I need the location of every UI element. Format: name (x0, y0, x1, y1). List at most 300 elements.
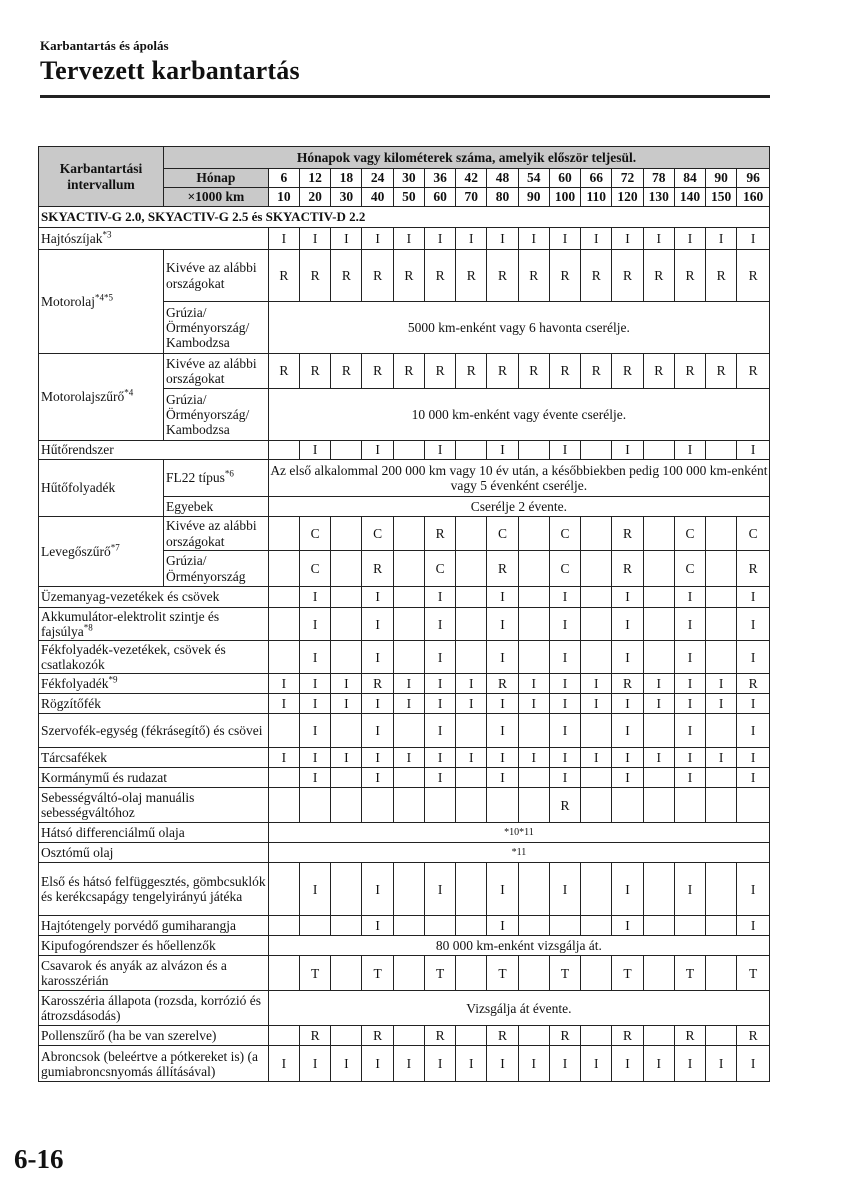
interval-cell-text: I (375, 750, 380, 766)
interval-cell-text: I (718, 750, 724, 766)
interval-cell-text: I (687, 442, 693, 458)
table-row (39, 441, 770, 460)
month-value (549, 169, 580, 188)
interval-cell-text: I (281, 696, 287, 712)
km-label-text: ×1000 km (187, 189, 245, 205)
interval-cell-text: C (435, 560, 445, 576)
interval-cell (674, 748, 705, 768)
interval-cell-text: I (500, 918, 505, 934)
interval-cell (674, 916, 705, 936)
item-label-text: Tárcsafékek (41, 750, 107, 766)
interval-cell (487, 694, 518, 714)
table-row (39, 714, 770, 748)
interval-cell (737, 768, 770, 788)
interval-cell-text: I (375, 881, 380, 897)
interval-cell (331, 916, 362, 936)
interval-cell-text: R (373, 560, 383, 576)
item-sublabel (163, 517, 268, 551)
month-value (268, 169, 299, 188)
item-label-text: Kormánymű és rudazat (41, 770, 167, 786)
interval-cell (581, 551, 612, 587)
interval-cell (424, 1026, 455, 1046)
interval-cell (331, 956, 362, 991)
interval-cell (581, 641, 612, 674)
interval-cell (706, 674, 737, 694)
interval-cell (456, 250, 487, 302)
item-label (39, 228, 269, 250)
interval-cell (362, 956, 393, 991)
interval-cell-text: I (312, 696, 318, 712)
interval-cell (362, 694, 393, 714)
interval-cell-text: I (281, 230, 287, 246)
month-value (362, 169, 393, 188)
interval-cell-text: I (281, 1056, 287, 1072)
interval-cell (268, 228, 299, 250)
table-row (39, 228, 770, 250)
interval-cell (706, 354, 737, 389)
interval-cell (643, 768, 674, 788)
interval-header-text: Karbantartási intervallum (59, 161, 143, 192)
interval-cell (737, 228, 770, 250)
interval-cell (487, 714, 518, 748)
interval-cell-text: I (437, 723, 443, 739)
interval-cell (456, 916, 487, 936)
interval-cell (456, 587, 487, 608)
km-value-text: 160 (743, 189, 764, 205)
interval-cell (300, 517, 331, 551)
interval-cell (487, 748, 518, 768)
interval-cell (549, 694, 580, 714)
item-sublabel-text: Grúzia/ Örményország/ Kambodzsa (165, 391, 250, 438)
item-label-text: Csavarok és anyák az alvázon és a karosszérián (41, 958, 227, 989)
interval-cell-text: R (529, 267, 539, 283)
interval-cell (300, 228, 331, 250)
interval-cell (737, 441, 770, 460)
interval-cell (674, 674, 705, 694)
interval-cell (737, 608, 770, 641)
interval-cell-text: I (562, 881, 568, 897)
interval-cell-text: I (312, 676, 318, 692)
item-label (39, 863, 269, 916)
km-value-text: 30 (339, 189, 354, 205)
item-label (39, 768, 269, 788)
interval-cell-text: I (750, 770, 756, 786)
month-value-text: 66 (589, 170, 603, 186)
interval-cell-text: I (750, 649, 756, 665)
interval-cell-text: I (562, 442, 568, 458)
interval-cell (643, 441, 674, 460)
interval-cell (737, 694, 770, 714)
interval-cell (643, 748, 674, 768)
item-label (39, 694, 269, 714)
interval-cell (518, 228, 549, 250)
interval-cell-text: I (562, 770, 568, 786)
interval-cell (518, 1046, 549, 1082)
interval-cell (456, 956, 487, 991)
interval-cell (393, 1026, 424, 1046)
interval-cell (518, 694, 549, 714)
interval-cell (393, 228, 424, 250)
item-label-text: Sebességváltó-olaj manuális sebességváltóhoz (41, 790, 195, 821)
interval-cell-text: I (562, 696, 568, 712)
interval-cell (300, 694, 331, 714)
item-label-text: Osztómű olaj (41, 845, 114, 861)
interval-cell (706, 916, 737, 936)
interval-cell (706, 228, 737, 250)
interval-cell (424, 788, 455, 823)
interval-cell (487, 608, 518, 641)
interval-cell (643, 916, 674, 936)
km-value (643, 188, 674, 207)
interval-cell-text: I (375, 589, 380, 605)
table-row (39, 608, 770, 641)
item-label-text: Motorolaj (41, 293, 95, 309)
interval-cell (581, 608, 612, 641)
km-value-text: 20 (308, 189, 322, 205)
interval-cell (706, 714, 737, 748)
interval-cell-text: I (281, 676, 287, 692)
engine-section-row (39, 207, 770, 228)
item-label (39, 608, 269, 641)
item-label (39, 843, 269, 863)
interval-cell (331, 587, 362, 608)
interval-cell (362, 1026, 393, 1046)
interval-cell-text: I (500, 696, 505, 712)
item-label (39, 714, 269, 748)
interval-cell-text: I (437, 676, 443, 692)
interval-cell-text: C (498, 525, 508, 541)
interval-cell (674, 768, 705, 788)
interval-cell-text: R (404, 267, 414, 283)
interval-cell (643, 587, 674, 608)
interval-cell-text: I (312, 589, 318, 605)
item-label-text: Karosszéria állapota (rozsda, korrózió és átrozsdásodás) (41, 993, 262, 1024)
item-label (39, 674, 269, 694)
km-value (549, 188, 580, 207)
interval-cell (643, 863, 674, 916)
interval-cell (487, 788, 518, 823)
interval-cell (643, 641, 674, 674)
interval-cell (487, 354, 518, 389)
interval-cell (268, 641, 299, 674)
interval-cell (300, 788, 331, 823)
interval-cell (393, 250, 424, 302)
interval-cell (706, 1026, 737, 1046)
interval-cell (518, 608, 549, 641)
interval-cell-text: R (622, 1028, 632, 1044)
page-title: Tervezett karbantartás (40, 56, 300, 85)
interval-cell-text: R (716, 267, 726, 283)
interval-cell-text: R (622, 267, 632, 283)
interval-text-text: Az első alkalommal 200 000 km vagy 10 év után, a későbbiekben pedig 100 000 km-enként vagy 5 évenként cserélje. (270, 462, 768, 493)
interval-cell (331, 788, 362, 823)
interval-cell-text: I (750, 881, 756, 897)
interval-cell-text: I (562, 230, 568, 246)
month-value (331, 169, 362, 188)
interval-cell (643, 517, 674, 551)
interval-cell (456, 1046, 487, 1082)
interval-cell-text: R (685, 363, 695, 379)
interval-cell (393, 608, 424, 641)
interval-cell (424, 694, 455, 714)
interval-cell-text: I (718, 230, 724, 246)
interval-cell-text: I (500, 723, 505, 739)
interval-cell (362, 641, 393, 674)
interval-cell-text: T (749, 965, 758, 981)
interval-cell-text: C (560, 525, 570, 541)
month-value-text: 84 (683, 170, 697, 186)
interval-cell (331, 768, 362, 788)
item-label-text: Hátsó differenciálmű olaja (41, 825, 185, 841)
interval-cell (487, 441, 518, 460)
interval-cell (268, 748, 299, 768)
interval-header (39, 147, 164, 207)
month-value-text: 12 (308, 170, 322, 186)
table-row (39, 694, 770, 714)
km-value (331, 188, 362, 207)
interval-cell-text: I (718, 676, 724, 692)
item-label (39, 916, 269, 936)
header-row (39, 147, 770, 169)
km-value-text: 150 (711, 189, 732, 205)
interval-cell (549, 1026, 580, 1046)
interval-cell (424, 354, 455, 389)
interval-cell (362, 228, 393, 250)
interval-cell (643, 674, 674, 694)
interval-cell (612, 441, 643, 460)
interval-cell (456, 517, 487, 551)
interval-cell-text: R (685, 1028, 695, 1044)
footnote-ref: *9 (108, 674, 118, 685)
interval-cell-text: T (311, 965, 320, 981)
interval-cell (268, 788, 299, 823)
interval-cell (268, 694, 299, 714)
interval-cell (737, 250, 770, 302)
table-row (39, 587, 770, 608)
item-sublabel-text: FL22 típus (165, 470, 225, 486)
item-label (39, 788, 269, 823)
interval-cell-text: I (500, 230, 505, 246)
month-value-text: 36 (433, 170, 447, 186)
interval-cell (300, 354, 331, 389)
item-label (39, 956, 269, 991)
interval-cell-text: I (750, 616, 756, 632)
interval-text (268, 497, 769, 517)
interval-cell (424, 956, 455, 991)
interval-cell (268, 956, 299, 991)
item-label-text: Hűtőrendszer (41, 442, 114, 458)
interval-cell (674, 551, 705, 587)
interval-cell-text: R (435, 525, 445, 541)
item-label-text: Hajtótengely porvédő gumiharangja (41, 918, 236, 934)
month-value-text: 18 (339, 170, 354, 186)
interval-cell (643, 551, 674, 587)
interval-cell (518, 916, 549, 936)
item-label-text: Üzemanyag-vezetékek és csövek (41, 589, 220, 605)
month-value (518, 169, 549, 188)
month-value (674, 169, 705, 188)
interval-cell (362, 250, 393, 302)
interval-cell (674, 641, 705, 674)
interval-cell (549, 1046, 580, 1082)
interval-cell (643, 1026, 674, 1046)
interval-cell (706, 694, 737, 714)
interval-cell (612, 748, 643, 768)
interval-cell (300, 916, 331, 936)
km-value (424, 188, 455, 207)
interval-cell (424, 551, 455, 587)
interval-cell (518, 1026, 549, 1046)
item-sublabel (163, 302, 268, 354)
table-row (39, 936, 770, 956)
interval-cell-text: R (310, 1028, 320, 1044)
interval-cell (362, 551, 393, 587)
interval-cell (331, 354, 362, 389)
month-value-text: 96 (746, 170, 760, 186)
interval-cell (737, 956, 770, 991)
interval-text (268, 936, 769, 956)
interval-cell-text: R (498, 1028, 508, 1044)
interval-cell (331, 1026, 362, 1046)
interval-cell (424, 674, 455, 694)
interval-cell (706, 956, 737, 991)
interval-cell-text: C (748, 525, 758, 541)
interval-cell (737, 551, 770, 587)
interval-cell-text: R (373, 1028, 383, 1044)
interval-cell-text: I (500, 881, 505, 897)
footnote-ref: *6 (224, 468, 234, 479)
interval-cell-text: R (748, 363, 758, 379)
interval-cell (612, 694, 643, 714)
month-value-text: 90 (714, 170, 728, 186)
interval-cell-text: R (622, 676, 632, 692)
interval-cell-text: I (562, 589, 568, 605)
interval-cell (362, 714, 393, 748)
interval-cell-text: I (312, 881, 318, 897)
interval-cell-text: T (373, 965, 382, 981)
interval-cell (268, 608, 299, 641)
interval-cell (612, 768, 643, 788)
interval-cell-text: R (341, 267, 351, 283)
interval-cell (424, 863, 455, 916)
month-value (300, 169, 331, 188)
month-value (737, 169, 770, 188)
interval-cell (487, 1046, 518, 1082)
interval-cell (706, 441, 737, 460)
month-value (643, 169, 674, 188)
interval-cell (424, 748, 455, 768)
month-value-text: 60 (558, 170, 572, 186)
interval-cell (737, 916, 770, 936)
interval-cell (300, 748, 331, 768)
interval-cell (581, 1026, 612, 1046)
table-row (39, 956, 770, 991)
item-sublabel-text: Kivéve az alábbi országokat (165, 260, 257, 291)
interval-cell (268, 441, 299, 460)
interval-cell (674, 863, 705, 916)
interval-cell (612, 788, 643, 823)
interval-cell (643, 354, 674, 389)
item-label (39, 748, 269, 768)
interval-cell-text: I (312, 649, 318, 665)
interval-cell-text: I (469, 676, 474, 692)
item-label (39, 354, 164, 441)
interval-cell-text: I (593, 1056, 599, 1072)
interval-cell (518, 956, 549, 991)
interval-cell-text: I (625, 696, 630, 712)
interval-cell (456, 228, 487, 250)
interval-cell-text: R (654, 363, 664, 379)
interval-cell-text: I (656, 676, 661, 692)
interval-cell-text: I (687, 770, 693, 786)
interval-cell (612, 674, 643, 694)
interval-cell-text: I (344, 676, 349, 692)
interval-cell (331, 250, 362, 302)
interval-cell-text: I (375, 616, 380, 632)
item-label (39, 641, 269, 674)
interval-cell (393, 441, 424, 460)
interval-cell (674, 250, 705, 302)
interval-cell-text: I (531, 1056, 537, 1072)
interval-cell (456, 863, 487, 916)
interval-cell-text: I (344, 750, 349, 766)
months-label (163, 169, 268, 188)
interval-cell-text: I (625, 230, 630, 246)
interval-cell (737, 1026, 770, 1046)
interval-cell (612, 250, 643, 302)
interval-text (268, 302, 769, 354)
interval-cell (268, 863, 299, 916)
interval-cell (549, 608, 580, 641)
interval-cell-text: I (437, 649, 443, 665)
interval-cell-text: I (500, 442, 505, 458)
item-label (39, 991, 269, 1026)
interval-cell (487, 863, 518, 916)
interval-cell-text: I (562, 649, 568, 665)
interval-cell-text: I (593, 750, 599, 766)
interval-cell (737, 748, 770, 768)
km-value-text: 10 (277, 189, 291, 205)
interval-cell (549, 228, 580, 250)
km-value-text: 110 (586, 189, 606, 205)
interval-cell (581, 694, 612, 714)
interval-cell (612, 956, 643, 991)
interval-cell-text: T (498, 965, 507, 981)
interval-cell (362, 517, 393, 551)
table-row (39, 354, 770, 389)
interval-cell-text: I (406, 1056, 412, 1072)
interval-cell-text: I (593, 676, 599, 692)
interval-cell (487, 517, 518, 551)
interval-cell (581, 1046, 612, 1082)
interval-cell (300, 1026, 331, 1046)
interval-cell-text: I (656, 230, 661, 246)
item-label-text: Hűtőfolyadék (41, 480, 116, 496)
interval-cell (362, 916, 393, 936)
footnote-ref: *8 (83, 622, 93, 633)
interval-text-text: 80 000 km-enként vizsgálja át. (435, 938, 602, 954)
table-row (39, 863, 770, 916)
interval-cell (706, 641, 737, 674)
item-label (39, 517, 164, 587)
interval-cell-text: I (687, 1056, 693, 1072)
table-row (39, 517, 770, 551)
title-divider (40, 95, 770, 98)
interval-cell (581, 714, 612, 748)
interval-cell (487, 956, 518, 991)
interval-cell (518, 441, 549, 460)
engine-section-title (39, 207, 770, 228)
